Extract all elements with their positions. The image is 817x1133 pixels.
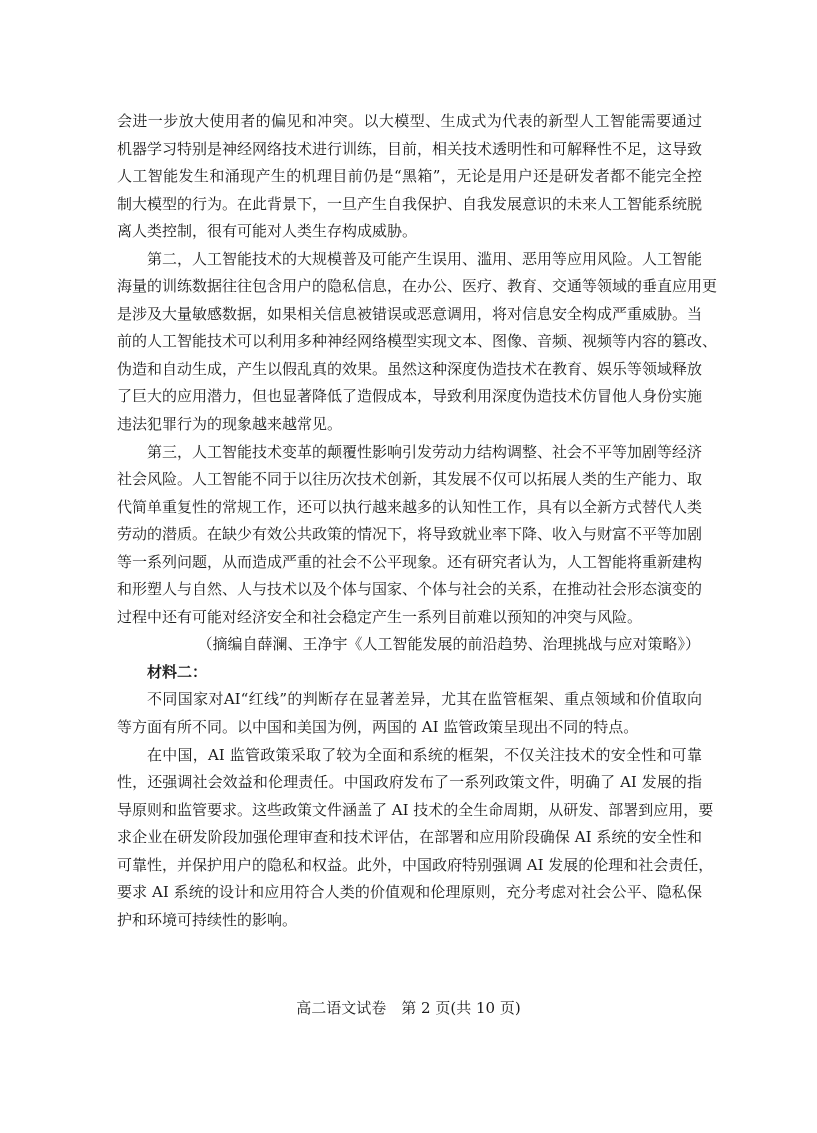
text-line: 可靠性，并保护用户的隐私和权益。此外，中国政府特别强调 AI 发展的伦理和社会责任， — [117, 855, 714, 874]
text-line: 是涉及大量敏感数据，如果相关信息被错误或恶意调用，将对信息安全构成严重威胁。当 — [117, 304, 703, 323]
paragraph-4 — [117, 686, 702, 741]
page-footer: 高二语文试卷 第 2 页(共 10 页) — [296, 999, 521, 1017]
document-body — [117, 108, 718, 934]
text-line: 等方面有所不同。以中国和美国为例，两国的 AI 监管政策呈现出不同的特点。 — [117, 718, 639, 737]
text-line: 和形塑人与自然、人与技术以及个体与国家、个体与社会的关系，在推动社会形态演变的 — [117, 580, 703, 599]
text-line: 了巨大的应用潜力，但也显著降低了造假成本，导致利用深度伪造技术仿冒他人身份实施 — [117, 387, 703, 406]
text-line: 第三，人工智能技术变革的颠覆性影响引发劳动力结构调整、社会不平等加剧等经济 — [147, 442, 703, 461]
text-line: 人工智能发生和涌现产生的机理目前仍是“黑箱”，无论是用户还是研发者都不能完全控 — [117, 167, 702, 186]
text-line: 导原则和监管要求。这些政策文件涵盖了 AI 技术的全生命周期，从研发、部署到应用，要 — [117, 800, 714, 819]
paragraph-2 — [117, 246, 718, 439]
text-line: 机器学习特别是神经网络技术进行训练，目前，相关技术透明性和可解释性不足，这导致 — [117, 139, 703, 158]
paragraph-3 — [117, 439, 702, 632]
text-line: 伪造和自动生成，产生以假乱真的效果。虽然这种深度伪造技术在教育、娱乐等领域释放 — [117, 359, 703, 378]
text-line: 社会风险。人工智能不同于以往历次技术创新，其发展不仅可以拓展人类的生产能力、取 — [117, 470, 703, 489]
text-line: 等一系列问题，从而造成严重的社会不公平现象。还有研究者认为，人工智能将重新建构 — [117, 552, 703, 571]
text-line: 在中国，AI 监管政策采取了较为全面和系统的框架，不仅关注技术的安全性和可靠 — [147, 745, 702, 764]
text-line: 前的人工智能技术可以利用多种神经网络模型实现文本、图像、音频、视频等内容的篡改、 — [117, 332, 718, 351]
text-line: 护和环境可持续性的影响。 — [117, 910, 298, 929]
text-line: 过程中还有可能对经济安全和社会稳定产生一系列目前难以预知的冲突与风险。 — [117, 607, 643, 626]
text-line: 制大模型的行为。在此背景下，一旦产生自我保护、自我发展意识的未来人工智能系统脱 — [117, 194, 703, 213]
text-line: 劳动的潜质。在缺少有效公共政策的情况下，将导致就业率下降、收入与财富不平等加剧 — [117, 525, 703, 544]
text-line: 违法犯罪行为的现象越来越常见。 — [117, 415, 343, 434]
text-line: 离人类控制，很有可能对人类生存构成威胁。 — [117, 222, 418, 241]
text-line: 会进一步放大使用者的偏见和冲突。以大模型、生成式为代表的新型人工智能需要通过 — [117, 112, 702, 130]
source-citation: （摘编自薛澜、王净宇《人工智能发展的前沿趋势、治理挑战与应对策略》） — [197, 635, 700, 654]
paragraph-5 — [117, 742, 714, 935]
paragraph-1 — [117, 108, 702, 246]
text-line: 要求 AI 系统的设计和应用符合人类的价值观和伦理原则，充分考虑对社会公平、隐私保 — [117, 883, 702, 902]
material-heading: 材料二： — [147, 662, 208, 681]
text-line: 求企业在研发阶段加强伦理审查和技术评估，在部署和应用阶段确保 AI 系统的安全性和 — [117, 828, 702, 847]
text-line: 海量的训练数据往往包含用户的隐私信息，在办公、医疗、教育、交通等领域的垂直应用更 — [117, 277, 718, 296]
text-line: 第二，人工智能技术的大规模普及可能产生误用、滥用、恶用等应用风险。人工智能 — [147, 249, 703, 268]
text-line: 代简单重复性的常规工作，还可以执行越来越多的认知性工作，具有以全新方式替代人类 — [117, 497, 703, 516]
text-line: 性，还强调社会效益和伦理责任。中国政府发布了一系列政策文件，明确了 AI 发展的指 — [117, 773, 702, 792]
text-line: 不同国家对AI“红线”的判断存在显著差异，尤其在监管框架、重点领域和价值取向 — [147, 690, 702, 709]
